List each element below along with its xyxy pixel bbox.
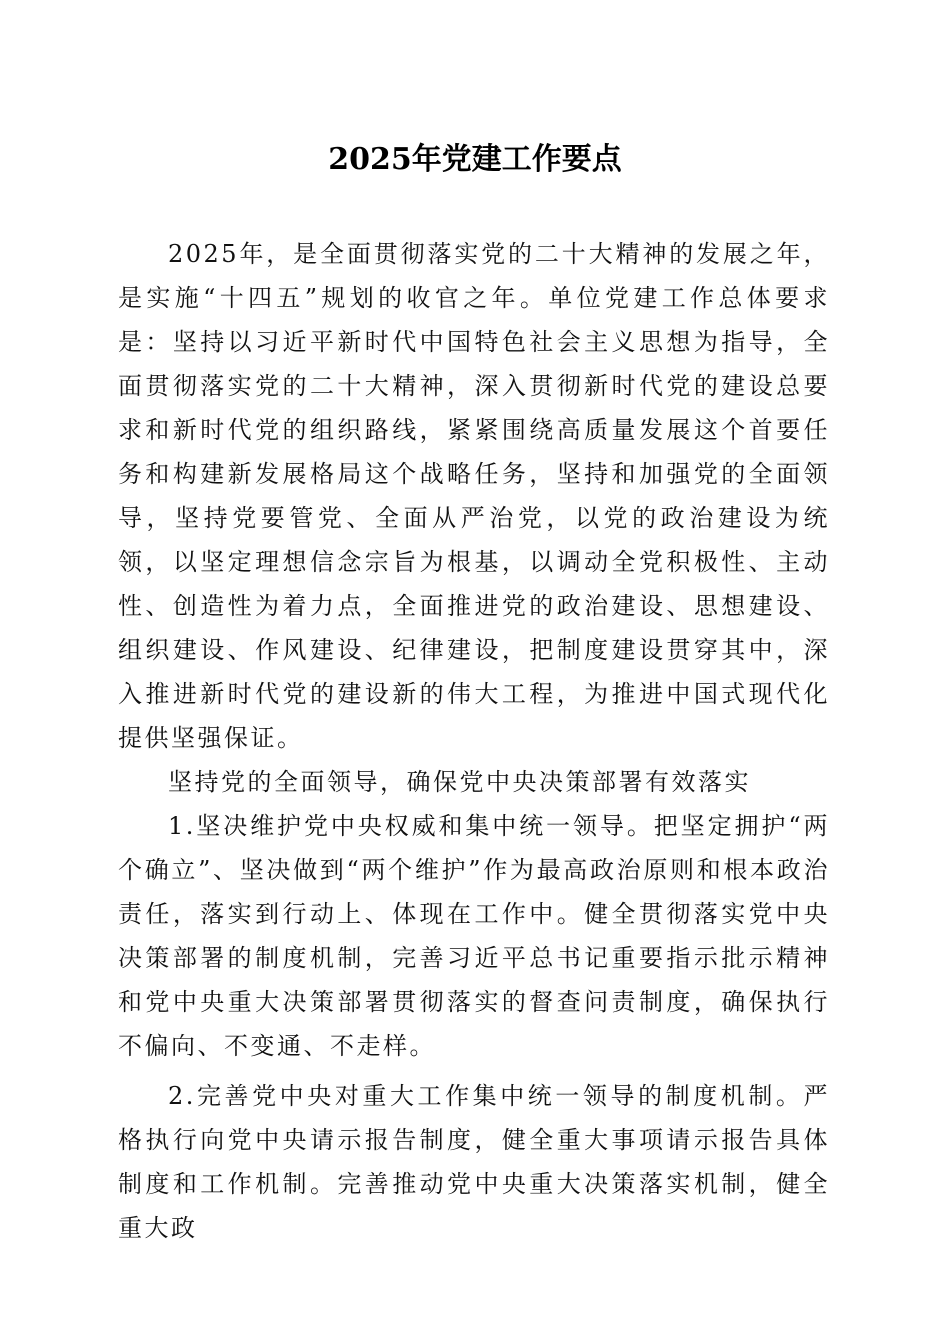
section-heading: 坚持党的全面领导，确保党中央决策部署有效落实 — [168, 768, 751, 796]
paragraph-overview: 2025年，是全面贯彻落实党的二十大精神的发展之年，是实施“十四五”规划的收官之年。单位党建工作总体要求是：坚持以习近平新时代中国特色社会主义思想为指导，全面贯彻落实党的二十大精神，深入贯彻新时代党的建设总要求和新时代党的组织路线，紧紧围绕高质量发展这个首要任务和构建新发展格局这个战略任务，坚持和加强党的全面领导，坚持党要管党、全面从严治党，以党的政治建设为统领，以坚定理想信念宗旨为根基，以调动全党积极性、主动性、创造性为着力点，全面推进党的政治建设、思想建设、组织建设、作风建设、纪律建设，把制度建设贯穿其中，深入推进新时代党的建设新的伟大工程，为推进中国式现代化提供坚强保证。 — [118, 240, 830, 752]
document-title: 2025年党建工作要点 — [328, 142, 622, 177]
paragraph-item-2: 2.完善党中央对重大工作集中统一领导的制度机制。严格执行向党中央请示报告制度，健全重大事项请示报告具体制度和工作机制。完善推动党中央重大决策落实机制，健全重大政 — [118, 1082, 830, 1242]
document-body — [118, 232, 830, 1250]
paragraph-item-1: 1.坚决维护党中央权威和集中统一领导。把坚定拥护“两个确立”、坚决做到“两个维护”作为最高政治原则和根本政治责任，落实到行动上、体现在工作中。健全贯彻落实党中央决策部署的制度机制，完善习近平总书记重要指示批示精神和党中央重大决策部署贯彻落实的督查问责制度，确保执行不偏向、不变通、不走样。 — [118, 812, 830, 1060]
